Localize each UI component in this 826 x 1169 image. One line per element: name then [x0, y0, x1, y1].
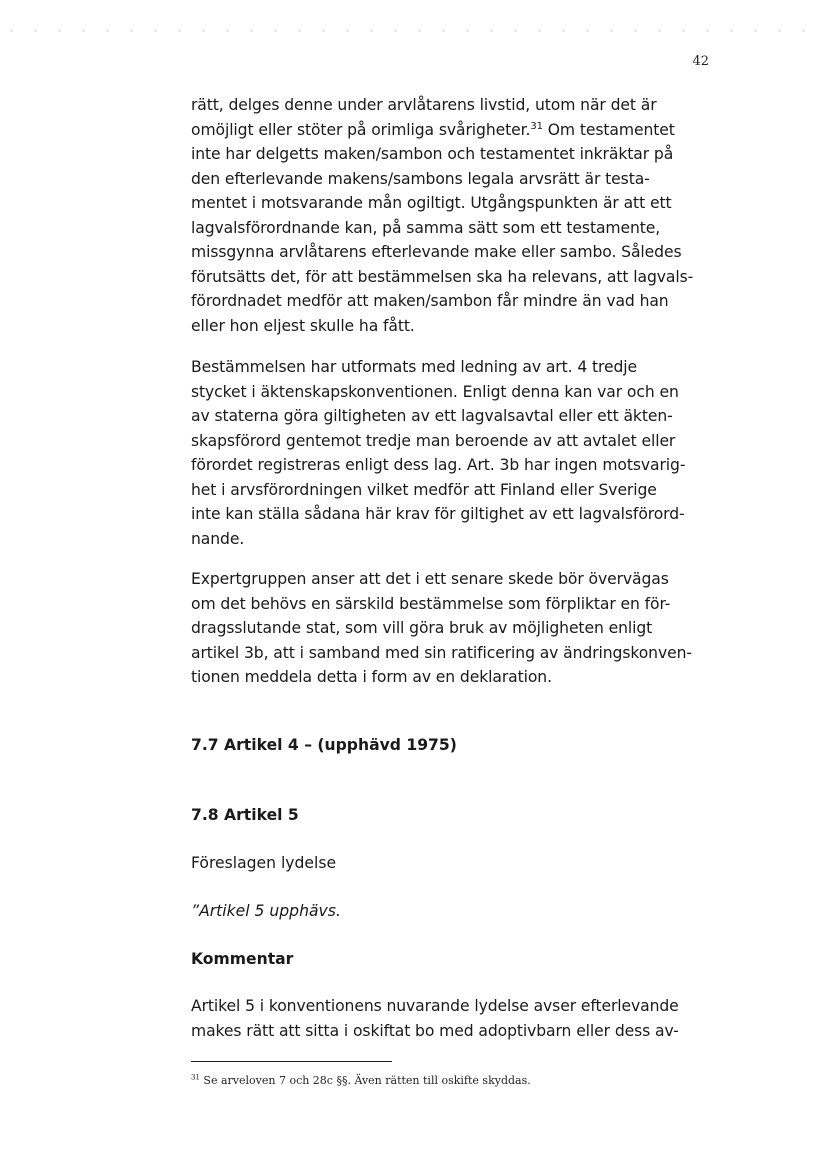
commentary-heading: Kommentar: [191, 950, 294, 968]
paragraph-1-text-before-ref: rätt, delges denne under arvlåtarens livstid, utom när det är omöjligt eller stöter på orimliga svårigheter.: [191, 96, 657, 139]
footnote-separator: [191, 1061, 392, 1062]
footnote-31: [191, 1073, 531, 1089]
proposed-wording-text: ”Artikel 5 upphävs.: [191, 902, 341, 920]
body-paragraph-1: [191, 93, 711, 338]
page-number: 42: [692, 54, 709, 69]
proposed-wording-label: Föreslagen lydelse: [191, 854, 337, 872]
section-heading-7-8: 7.8 Artikel 5: [191, 806, 299, 824]
body-paragraph-3: Expertgruppen anser att det i ett senare skede bör övervägas om det behövs en särskild bestämmelse som förpliktar en för- dragsslutande stat, som vill göra bruk av möjligheten enligt artikel 3b, att i samband med sin ratificering av ändringskonven- tionen meddela detta i form av en deklaration.: [191, 570, 692, 686]
section-heading-7-7: 7.7 Artikel 4 – (upphävd 1975): [191, 736, 457, 754]
footnote-marker: 31: [191, 1073, 200, 1082]
paragraph-1-text-after-ref: Om testamentet inte har delgetts maken/sambon och testamentet inkräktar på den efterlevande makens/sambons legala arvsrätt är testa- mentet i motsvarande mån ogiltigt. Utgångspunkten är att ett lagvalsförordnande kan, på samma sätt som ett testamente, missgynna arvlåtarens efterlevande make eller sambo. Således förutsätts det, för att bestämmelsen ska ha relevans, att lagvals- förordnadet medför att maken/sambon får mindre än vad han eller hon eljest skulle ha fått.: [191, 120, 694, 335]
footnote-reference-31[interactable]: 31: [530, 120, 543, 132]
body-paragraph-2: Bestämmelsen har utformats med ledning av art. 4 tredje stycket i äktenskapskonventionen. Enligt denna kan var och en av staterna göra giltigheten av ett lagvalsavtal eller ett äkten- skapsförord gentemot tredje man beroende av att avtalet eller förordet registreras enligt dess lag. Art. 3b har ingen motsvarig- het i arvsförordningen vilket medför att Finland eller Sverige inte kan ställa sådana här krav för giltighet av ett lagvalsförord- nande.: [191, 358, 686, 548]
body-paragraph-4: Artikel 5 i konventionens nuvarande lydelse avser efterlevande makes rätt att sitta i oskiftat bo med adoptivbarn eller dess av-: [191, 997, 679, 1040]
scan-artifact-marks: [10, 30, 820, 32]
footnote-text: Se arveloven 7 och 28c §§. Även rätten till oskifte skyddas.: [199, 1074, 531, 1087]
